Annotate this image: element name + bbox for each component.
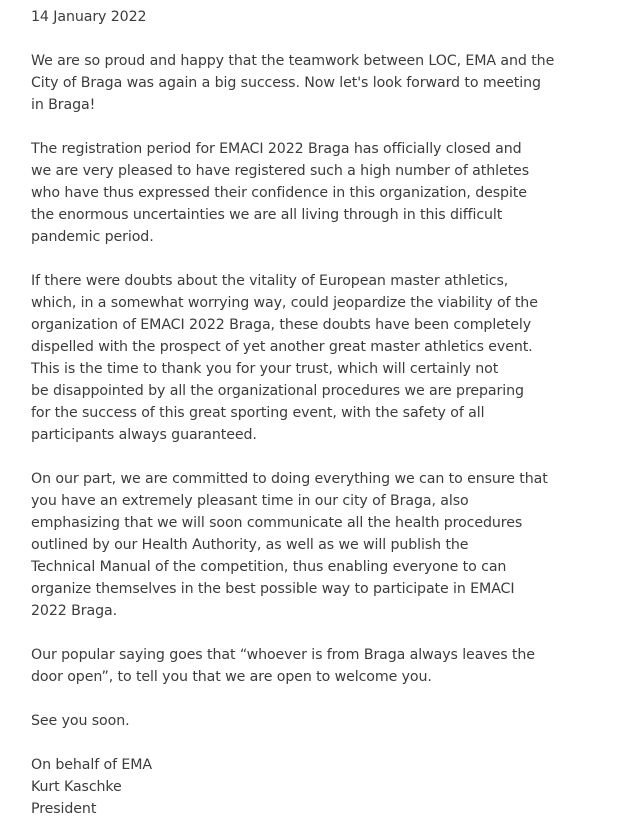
text-line: emphasizing that we will soon communicate all the health procedures bbox=[31, 515, 523, 531]
text-line: organize themselves in the best possible way to participate in EMACI bbox=[31, 581, 515, 597]
text-line: This is the time to thank you for your trust, which will certainly not bbox=[31, 361, 499, 377]
paragraph-closing bbox=[31, 710, 616, 732]
paragraph-commitment bbox=[31, 468, 616, 622]
signature-on-behalf: On behalf of EMA bbox=[31, 757, 153, 773]
text-line: for the success of this great sporting event, with the safety of all bbox=[31, 405, 485, 421]
text-line: See you soon. bbox=[31, 713, 130, 729]
text-line: outlined by our Health Authority, as well as we will publish the bbox=[31, 537, 469, 553]
paragraph-doubts bbox=[31, 270, 616, 446]
text-line: be disappointed by all the organizational procedures we are preparing bbox=[31, 383, 524, 399]
text-line: Technical Manual of the competition, thus enabling everyone to can bbox=[31, 559, 507, 575]
paragraph-saying bbox=[31, 644, 616, 688]
article-body bbox=[31, 6, 616, 820]
text-line: City of Braga was again a big success. Now let's look forward to meeting bbox=[31, 75, 541, 91]
text-line: dispelled with the prospect of yet another great master athletics event. bbox=[31, 339, 533, 355]
text-line: On our part, we are committed to doing everything we can to ensure that bbox=[31, 471, 548, 487]
text-line: We are so proud and happy that the teamwork between LOC, EMA and the bbox=[31, 53, 555, 69]
text-line: 2022 Braga. bbox=[31, 603, 117, 619]
text-line: organization of EMACI 2022 Braga, these doubts have been completely bbox=[31, 317, 532, 333]
signature-name: Kurt Kaschke bbox=[31, 779, 122, 795]
paragraph-registration bbox=[31, 138, 616, 248]
text-line: If there were doubts about the vitality of European master athletics, bbox=[31, 273, 509, 289]
paragraph-intro bbox=[31, 50, 616, 116]
text-line: door open”, to tell you that we are open to welcome you. bbox=[31, 669, 432, 685]
text-line: which, in a somewhat worrying way, could jeopardize the viability of the bbox=[31, 295, 538, 311]
text-line: we are very pleased to have registered such a high number of athletes bbox=[31, 163, 529, 179]
text-line: participants always guaranteed. bbox=[31, 427, 257, 443]
text-line: you have an extremely pleasant time in our city of Braga, also bbox=[31, 493, 469, 509]
text-line: Our popular saying goes that “whoever is from Braga always leaves the bbox=[31, 647, 535, 663]
text-line: the enormous uncertainties we are all living through in this difficult bbox=[31, 207, 503, 223]
article-date: 14 January 2022 bbox=[31, 9, 147, 25]
text-line: who have thus expressed their confidence in this organization, despite bbox=[31, 185, 527, 201]
text-line: pandemic period. bbox=[31, 229, 154, 245]
text-line: in Braga! bbox=[31, 97, 96, 113]
signature-title: President bbox=[31, 801, 97, 817]
signature-block bbox=[31, 754, 616, 820]
text-line: The registration period for EMACI 2022 Braga has officially closed and bbox=[31, 141, 522, 157]
